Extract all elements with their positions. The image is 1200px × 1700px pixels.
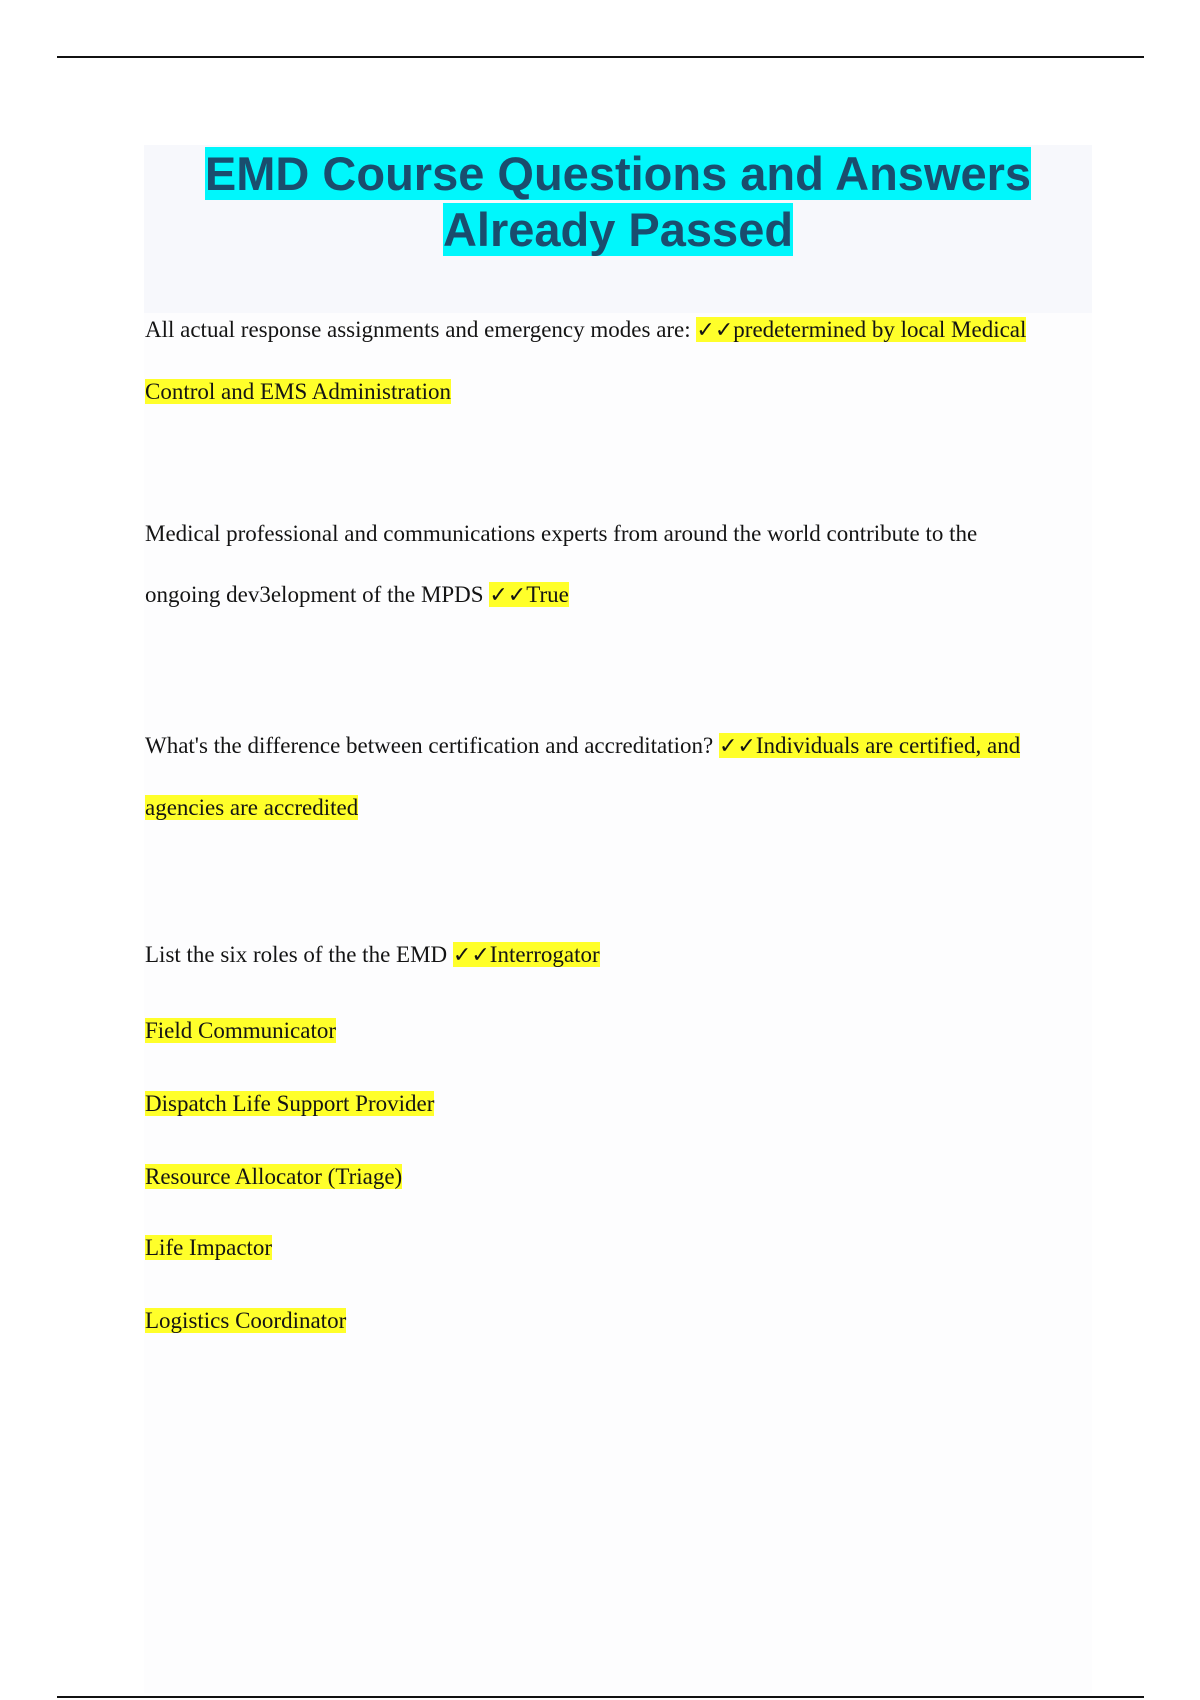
double-check-icon: ✓✓: [452, 943, 490, 968]
answer-highlight: [696, 317, 1026, 342]
question-text: All actual response assignments and emergency modes are:: [145, 317, 691, 342]
answer-text: predetermined by local Medical: [733, 317, 1027, 342]
document-title: [144, 146, 1092, 258]
role-list-item: [145, 1089, 434, 1119]
title-line-1: EMD Course Questions and Answers: [204, 147, 1032, 200]
role-list-item: [145, 1306, 346, 1336]
answer-text-continued: Control and EMS Administration: [145, 379, 452, 404]
role-list-item: [145, 1162, 402, 1192]
answer-text: True: [526, 582, 569, 607]
question-text: What's the difference between certification and accreditation?: [145, 733, 714, 758]
double-check-icon: ✓✓: [718, 734, 756, 759]
question-text: Medical professional and communications experts from around the world contribute to the: [145, 521, 978, 546]
qa-item-4: [145, 924, 1085, 986]
answer-highlight: [719, 733, 1020, 758]
qa-item-2: [145, 503, 1085, 626]
role-text: Logistics Coordinator: [145, 1308, 347, 1333]
role-list-item: [145, 1233, 272, 1263]
title-line-2: Already Passed: [442, 203, 794, 256]
role-text: Field Communicator: [145, 1018, 337, 1043]
role-text: Life Impactor: [145, 1235, 273, 1260]
role-list-item: [145, 1016, 336, 1046]
answer-text-continued: agencies are accredited: [145, 795, 359, 820]
answer-text: Interrogator: [489, 942, 600, 967]
header-rule: [57, 56, 1144, 58]
answer-text: Individuals are certified, and: [755, 733, 1021, 758]
qa-item-1: [145, 299, 1085, 422]
qa-item-3: [145, 715, 1085, 838]
answer-highlight: [453, 942, 600, 967]
question-text: List the six roles of the the EMD: [145, 942, 448, 967]
question-text-continued: ongoing dev3elopment of the MPDS: [145, 582, 484, 607]
role-text: Resource Allocator (Triage): [145, 1164, 403, 1189]
double-check-icon: ✓✓: [489, 583, 527, 608]
role-text: Dispatch Life Support Provider: [145, 1091, 435, 1116]
answer-highlight: [489, 582, 568, 607]
double-check-icon: ✓✓: [696, 318, 734, 343]
footer-rule: [57, 1696, 1144, 1698]
